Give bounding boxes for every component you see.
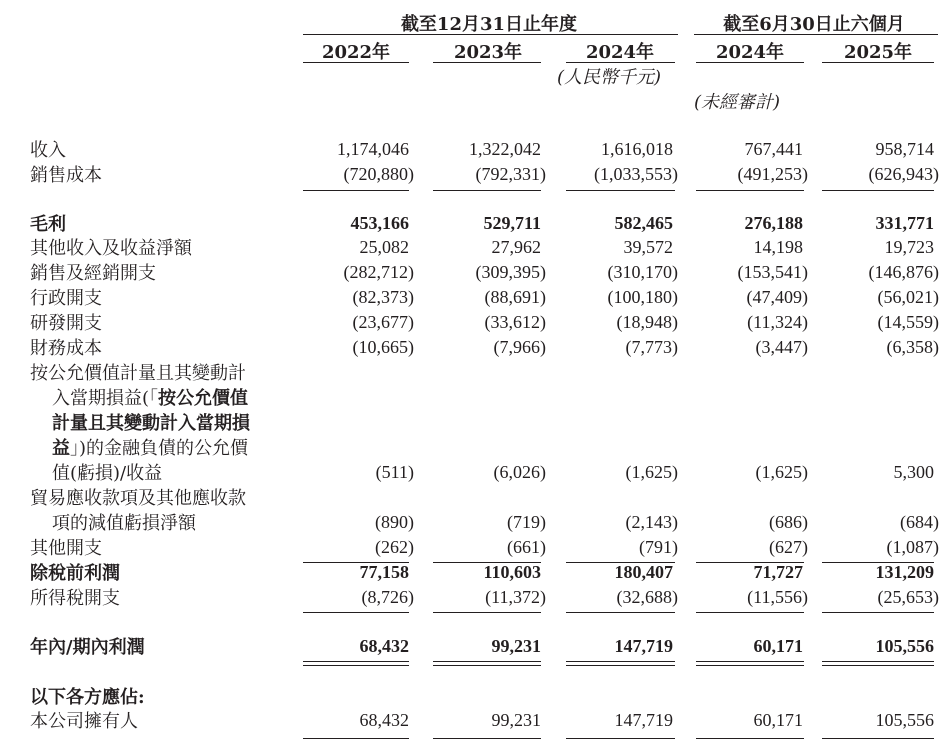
row-label-fvtpl-line2 <box>52 387 248 411</box>
subtotal-rule <box>433 738 541 739</box>
subtotal-rule <box>566 190 675 191</box>
cell: 68,432 <box>359 636 409 656</box>
cell: (88,691) <box>484 287 546 307</box>
cell: (686) <box>769 512 808 532</box>
cell: 19,723 <box>884 237 934 257</box>
cell: 1,174,046 <box>337 139 409 159</box>
cell: 39,572 <box>623 237 673 257</box>
cell: 99,231 <box>491 710 541 730</box>
cell: (309,395) <box>475 262 546 282</box>
row-label-cost-of-sales: 銷售成本 <box>30 165 102 186</box>
cell: 60,171 <box>753 710 803 730</box>
year-header-2024-interim: 2024年 <box>715 42 785 63</box>
row-label-profit-before-tax: 除稅前利潤 <box>30 563 120 584</box>
total-double-rule <box>433 661 541 666</box>
fvtpl-term: 益 <box>52 438 70 459</box>
cell: (10,665) <box>352 337 414 357</box>
year-rule <box>696 62 804 63</box>
cell: (33,612) <box>484 312 546 332</box>
row-label-owners: 本公司擁有人 <box>30 711 138 732</box>
cell: 77,158 <box>359 562 409 582</box>
cell: 60,171 <box>753 636 803 656</box>
cell: (82,373) <box>352 287 414 307</box>
fvtpl-term: 按公允價值 <box>158 388 249 409</box>
cell: 68,432 <box>359 710 409 730</box>
year-header-2025-interim: 2025年 <box>843 42 913 63</box>
cell: (491,253) <box>737 164 808 184</box>
row-label-fvtpl-line4 <box>52 437 248 461</box>
row-label-finance-costs: 財務成本 <box>30 338 102 359</box>
total-double-rule <box>696 661 804 666</box>
cell: (310,170) <box>607 262 678 282</box>
year-rule <box>433 62 541 63</box>
cell: 71,727 <box>753 562 803 582</box>
subtotal-rule <box>696 612 804 613</box>
cell: (18,948) <box>616 312 678 332</box>
cell: (1,625) <box>755 462 808 482</box>
year-header-2022: 2022年 <box>321 42 391 63</box>
cell: 25,082 <box>359 237 409 257</box>
cell: (7,773) <box>625 337 678 357</box>
cell: 1,616,018 <box>601 139 673 159</box>
row-label-other-expenses: 其他開支 <box>30 538 102 559</box>
total-double-rule <box>822 661 934 666</box>
cell: (282,712) <box>343 262 414 282</box>
row-label-profit-for-period: 年內/期內利潤 <box>30 637 145 658</box>
subtotal-rule <box>696 190 804 191</box>
cell: (684) <box>900 512 939 532</box>
row-label-rd-expenses: 研發開支 <box>30 313 102 334</box>
cell: 1,322,042 <box>469 139 541 159</box>
cell: 331,771 <box>875 213 934 233</box>
cell: 180,407 <box>614 562 673 582</box>
cell: (11,372) <box>485 587 546 607</box>
group-header-interim-rule <box>694 34 938 35</box>
cell: (8,726) <box>361 587 414 607</box>
cell: (11,556) <box>747 587 808 607</box>
cell: (890) <box>375 512 414 532</box>
cell: (661) <box>507 537 546 557</box>
cell: (100,180) <box>607 287 678 307</box>
total-double-rule <box>303 661 409 666</box>
total-double-rule <box>566 661 675 666</box>
cell: (511) <box>375 462 414 482</box>
cell: (146,876) <box>868 262 939 282</box>
group-header-annual-rule <box>303 34 678 35</box>
row-label-income-tax: 所得稅開支 <box>30 588 120 609</box>
cell: 105,556 <box>875 710 934 730</box>
subtotal-rule <box>822 190 934 191</box>
year-rule <box>822 62 934 63</box>
fvtpl-text: 」)的金融負債的公允價 <box>70 438 249 459</box>
cell: (3,447) <box>755 337 808 357</box>
cell: (262) <box>375 537 414 557</box>
cell: 147,719 <box>614 710 673 730</box>
subtotal-rule <box>303 190 409 191</box>
group-header-annual: 截至12月31日止年度 <box>400 14 578 35</box>
subtotal-rule <box>433 190 541 191</box>
subtotal-rule <box>566 612 675 613</box>
cell: (14,559) <box>877 312 939 332</box>
cell: 14,198 <box>753 237 803 257</box>
unaudited-note: (未經審計) <box>694 92 781 113</box>
cell: (7,966) <box>493 337 546 357</box>
cell: 147,719 <box>614 636 673 656</box>
cell: (47,409) <box>746 287 808 307</box>
row-label-impairment-line2: 項的減值虧損淨額 <box>52 513 196 534</box>
cell: (792,331) <box>475 164 546 184</box>
cell: 110,603 <box>483 562 541 582</box>
row-label-impairment-line1: 貿易應收款項及其他應收款 <box>30 488 246 509</box>
cell: 767,441 <box>744 139 803 159</box>
year-header-2023: 2023年 <box>453 42 523 63</box>
subtotal-rule <box>303 738 409 739</box>
row-label-other-income: 其他收入及收益淨額 <box>30 238 192 259</box>
cell: 27,962 <box>491 237 541 257</box>
cell: 105,556 <box>875 636 934 656</box>
row-label-selling-expenses: 銷售及經銷開支 <box>30 263 156 284</box>
row-label-gross-profit: 毛利 <box>30 214 66 235</box>
subtotal-rule <box>822 738 934 739</box>
fvtpl-text: 入當期損益(「 <box>52 388 159 409</box>
cell: (791) <box>639 537 678 557</box>
cell: (6,358) <box>886 337 939 357</box>
cell: (56,021) <box>877 287 939 307</box>
cell: (719) <box>507 512 546 532</box>
row-label-fvtpl-line3: 計量且其變動計入當期損 <box>52 413 250 434</box>
row-label-attributable-to: 以下各方應佔: <box>30 687 145 708</box>
cell: (25,653) <box>877 587 939 607</box>
group-header-interim: 截至6月30日止六個月 <box>723 14 905 35</box>
year-rule <box>303 62 409 63</box>
cell: (626,943) <box>868 164 939 184</box>
cell: 958,714 <box>875 139 934 159</box>
cell: (153,541) <box>737 262 808 282</box>
cell: (1,087) <box>886 537 939 557</box>
cell: 5,300 <box>893 462 934 482</box>
cell: 131,209 <box>875 562 934 582</box>
row-label-fvtpl-line5: 值(虧損)/收益 <box>52 463 163 484</box>
subtotal-rule <box>303 612 409 613</box>
cell: (23,677) <box>352 312 414 332</box>
currency-note: (人民幣千元) <box>557 67 662 88</box>
subtotal-rule <box>822 612 934 613</box>
cell: (627) <box>769 537 808 557</box>
cell: 453,166 <box>350 213 409 233</box>
cell: 582,465 <box>614 213 673 233</box>
cell: (6,026) <box>493 462 546 482</box>
cell: 529,711 <box>483 213 541 233</box>
cell: 99,231 <box>491 636 541 656</box>
subtotal-rule <box>696 738 804 739</box>
subtotal-rule <box>566 738 675 739</box>
cell: 276,188 <box>744 213 803 233</box>
cell: (1,625) <box>625 462 678 482</box>
cell: (720,880) <box>343 164 414 184</box>
row-label-fvtpl-line1: 按公允價值計量且其變動計 <box>30 363 246 384</box>
cell: (1,033,553) <box>594 164 678 184</box>
row-label-admin-expenses: 行政開支 <box>30 288 102 309</box>
cell: (32,688) <box>616 587 678 607</box>
year-header-2024: 2024年 <box>585 42 655 63</box>
cell: (11,324) <box>747 312 808 332</box>
row-label-revenue: 收入 <box>30 140 66 161</box>
subtotal-rule <box>433 612 541 613</box>
cell: (2,143) <box>625 512 678 532</box>
